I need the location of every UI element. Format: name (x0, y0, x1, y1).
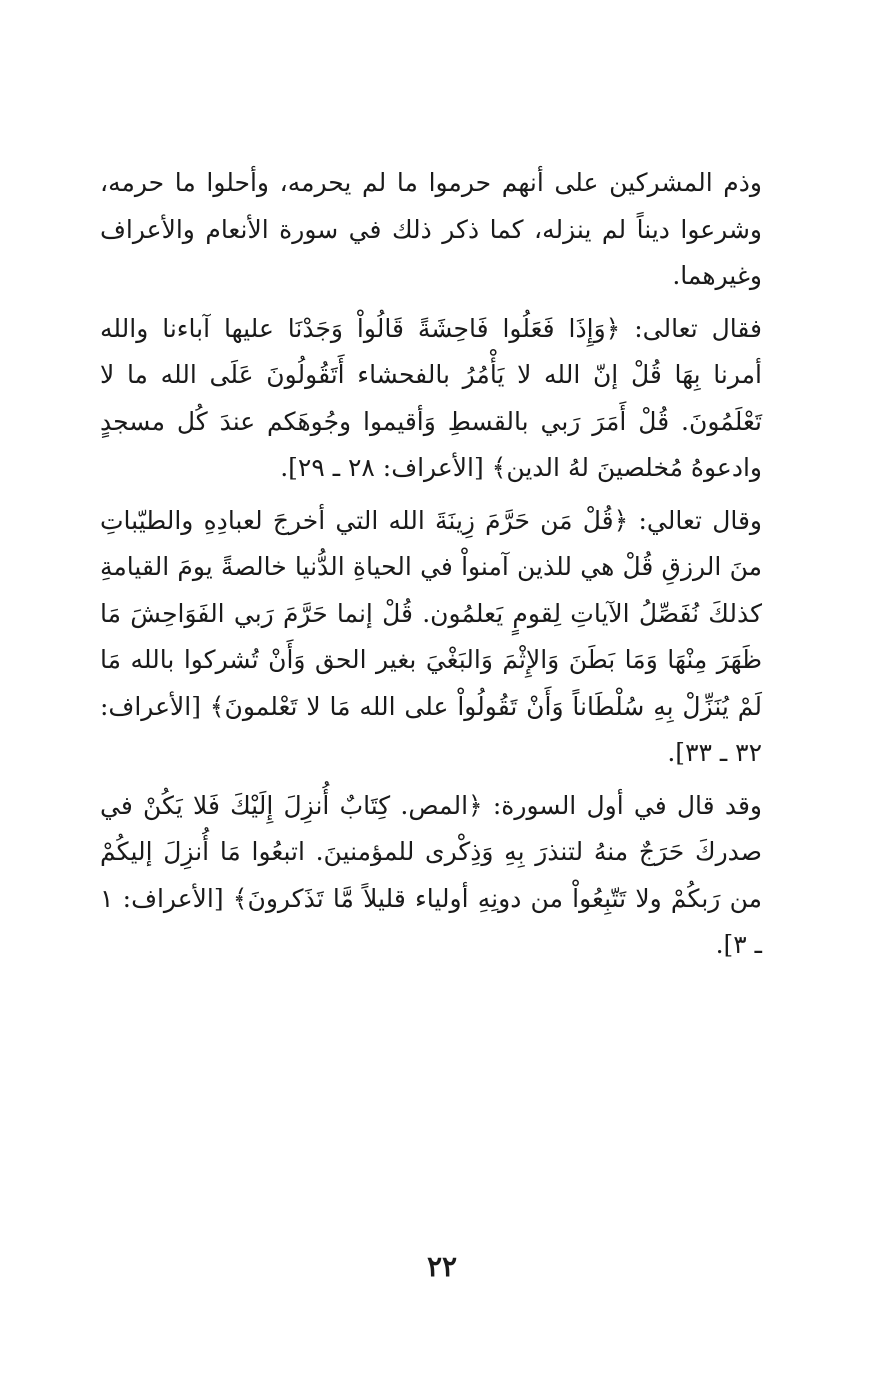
paragraph-2: فقال تعالى: ﴿وَإِذَا فَعَلُوا فَاحِشَةً قَالُواْ وَجَدْنَا عليها آباءنا والله أمرنا بِهَا قُلْ إنّ الله لا يَأْمُرُ بالفحشاء أَتَقُولُونَ عَلَى الله ما لا تَعْلَمُونَ. قُلْ أَمَرَ رَبي بالقسطِ وَأقيموا وجُوهَكم عندَ كُل مسجدٍ وادعوهُ مُخلصينَ لهُ الدين﴾ [الأعراف: ٢٨ ـ ٢٩]. (100, 313, 762, 482)
page-number: ٢٢ (426, 1250, 458, 1283)
paragraph-3: وقال تعالي: ﴿قُلْ مَن حَرَّمَ زِينَةَ الله التي أخرجَ لعبادِهِ والطيّباتِ منَ الرزقِ قُلْ هي للذين آمنواْ في الحياةِ الدُّنيا خالصةً يومَ القيامةِ كذلكَ نُفَصِّلُ الآياتِ لِقومٍ يَعلمُون. قُلْ إنما حَرَّمَ رَبي الفَوَاحِشَ مَا ظَهَرَ مِنْهَا وَمَا بَطَنَ وَالإِثْمَ وَالبَغْيَ بغير الحق وَأَنْ تُشركوا بالله مَا لَمْ يُنَزِّلْ بِهِ سُلْطَاناً وَأَنْ تَقُولُواْ على الله مَا لا تَعْلمونَ﴾ [الأعراف: ٣٢ ـ ٣٣]. (100, 505, 762, 767)
body-text (100, 160, 762, 975)
paragraph-1: وذم المشركين على أنهم حرموا ما لم يحرمه، وأحلوا ما حرمه، وشرعوا ديناً لم ينزله، كما ذكر ذلك في سورة الأنعام والأعراف وغيرهما. (100, 168, 762, 290)
paragraph-4: وقد قال في أول السورة: ﴿المص. كِتَابٌ أُنزِلَ إِلَيْكَ فَلا يَكُنْ في صدركَ حَرَجٌ منهُ لتنذرَ بِهِ وَذِكْرى للمؤمنينَ. اتبعُوا مَا أُنزِلَ إليكُمْ من رَبكُمْ ولا تَتّبِعُواْ من دونِهِ أولياء قليلاً مَّا تَذَكرونَ﴾ [الأعراف: ١ ـ ٣]. (100, 790, 762, 959)
